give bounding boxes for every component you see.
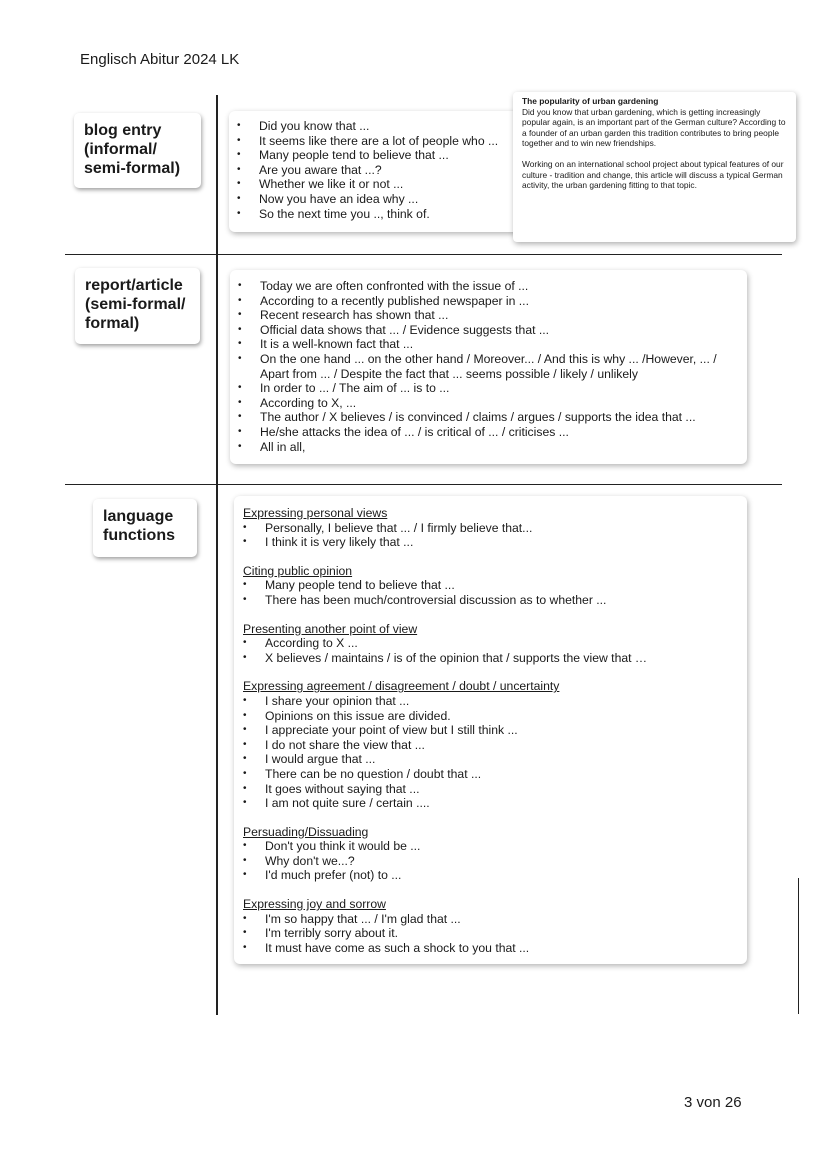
label-line: language [103,508,174,525]
list-item: • According to X ... [243,636,739,651]
example-paragraph: Did you know that urban gardening, which is getting increasingly popular again, is an important part of the German culture? According to a founder of an urban garden this tradition contributes to bring people together and to win new friendships. [522,106,786,149]
column-divider [216,95,218,1015]
list-item: • I'm terribly sorry about it. [243,926,739,941]
list-item: • All in all, [230,440,739,455]
label-line: functions [103,527,175,544]
list-item: • I'm so happy that ... / I'm glad that ... [243,912,739,927]
blog-example-box [513,92,796,242]
page-number: 3 von 26 [684,1094,742,1111]
list-item: • Opinions on this issue are divided. [243,709,739,724]
list-item: • Today we are often confronted with the issue of ... [230,279,739,294]
list-item: • There has been much/controversial discussion as to whether ... [243,593,739,608]
list-item: • Why don't we...? [243,854,739,869]
list-item: • According to X, ... [230,396,739,411]
language-functions-label [93,499,197,557]
list-item: • The author / X believes / is convinced / claims / argues / supports the idea that ... [230,410,739,425]
function-section [243,897,739,955]
function-section [243,825,739,883]
list-item: • X believes / maintains / is of the opinion that / supports the view that … [243,651,739,666]
list-item: • I'd much prefer (not) to ... [243,868,739,883]
list-item: • Recent research has shown that ... [230,308,739,323]
label-line: blog entry [84,122,162,139]
document-header: Englisch Abitur 2024 LK [80,51,240,68]
report-article-label [75,268,200,344]
list-item: • I share your opinion that ... [243,694,739,709]
list-item: • Many people tend to believe that ... [229,148,515,163]
row-divider-1 [65,254,782,255]
section-heading: Expressing personal views [243,506,388,520]
margin-line [798,878,799,1014]
list-item: • Are you aware that ...? [229,163,515,178]
list-item: • In order to ... / The aim of ... is to ... [230,381,739,396]
label-line: report/article [85,277,183,294]
section-heading: Citing public opinion [243,563,353,578]
list-item: • Did you know that ... [229,119,515,134]
list-item: • Many people tend to believe that ... [243,578,739,593]
section-heading: Presenting another point of view [243,621,418,636]
list-item: • It is a well-known fact that ... [230,337,739,352]
list-item: • Now you have an idea why ... [229,192,515,207]
list-item: • Don't you think it would be ... [243,839,739,854]
blog-phrase-list [229,119,515,221]
function-section [243,679,739,810]
report-phrases-box [230,270,747,464]
list-item: • He/she attacks the idea of ... / is critical of ... / criticises ... [230,425,739,440]
section-heading: Persuading/Dissuading [243,824,369,839]
list-item: • It seems like there are a lot of people who ... [229,134,515,149]
list-item: • So the next time you .., think of. [229,207,515,222]
label-line: (semi-formal/ [85,296,186,313]
list-item: • Whether we like it or not ... [229,177,515,192]
function-section [243,506,739,550]
list-item: • I appreciate your point of view but I still think ... [243,723,739,738]
section-heading: Expressing agreement / disagreement / doubt / uncertainty [243,679,560,694]
list-item: • Official data shows that ... / Evidence suggests that ... [230,323,739,338]
list-item: • I do not share the view that ... [243,738,739,753]
report-phrase-list [230,279,739,454]
label-line: semi-formal) [84,160,181,177]
label-line: formal) [85,315,140,332]
list-item: • It goes without saying that ... [243,782,739,797]
language-functions-box [234,496,747,964]
example-paragraph: Working on an international school project about typical features of our culture - tradition and change, this article will discuss a typical German activity, the urban gardening fitting to that topic. [522,158,784,191]
list-item: • It must have come as such a shock to you that ... [243,941,739,956]
list-item: • On the one hand ... on the other hand / Moreover... / And this is why ... /However, ... / Apart from ... / Despite the fact that ... seems possible / likely / unlikely [230,352,739,381]
section-heading: Expressing joy and sorrow [243,897,386,912]
blog-phrases-box [229,111,519,232]
list-item: • According to a recently published newspaper in ... [230,294,739,309]
blog-entry-label [74,113,201,188]
function-section [243,564,739,608]
list-item: • Personally, I believe that ... / I firmly believe that... [243,521,739,536]
list-item: • I think it is very likely that ... [243,535,739,550]
list-item: • I am not quite sure / certain .... [243,796,739,811]
list-item: • There can be no question / doubt that ... [243,767,739,782]
list-item: • I would argue that ... [243,752,739,767]
function-section [243,622,739,666]
example-title: The popularity of urban gardening [522,96,659,106]
row-divider-2 [65,484,782,485]
label-line: (informal/ [84,141,157,158]
